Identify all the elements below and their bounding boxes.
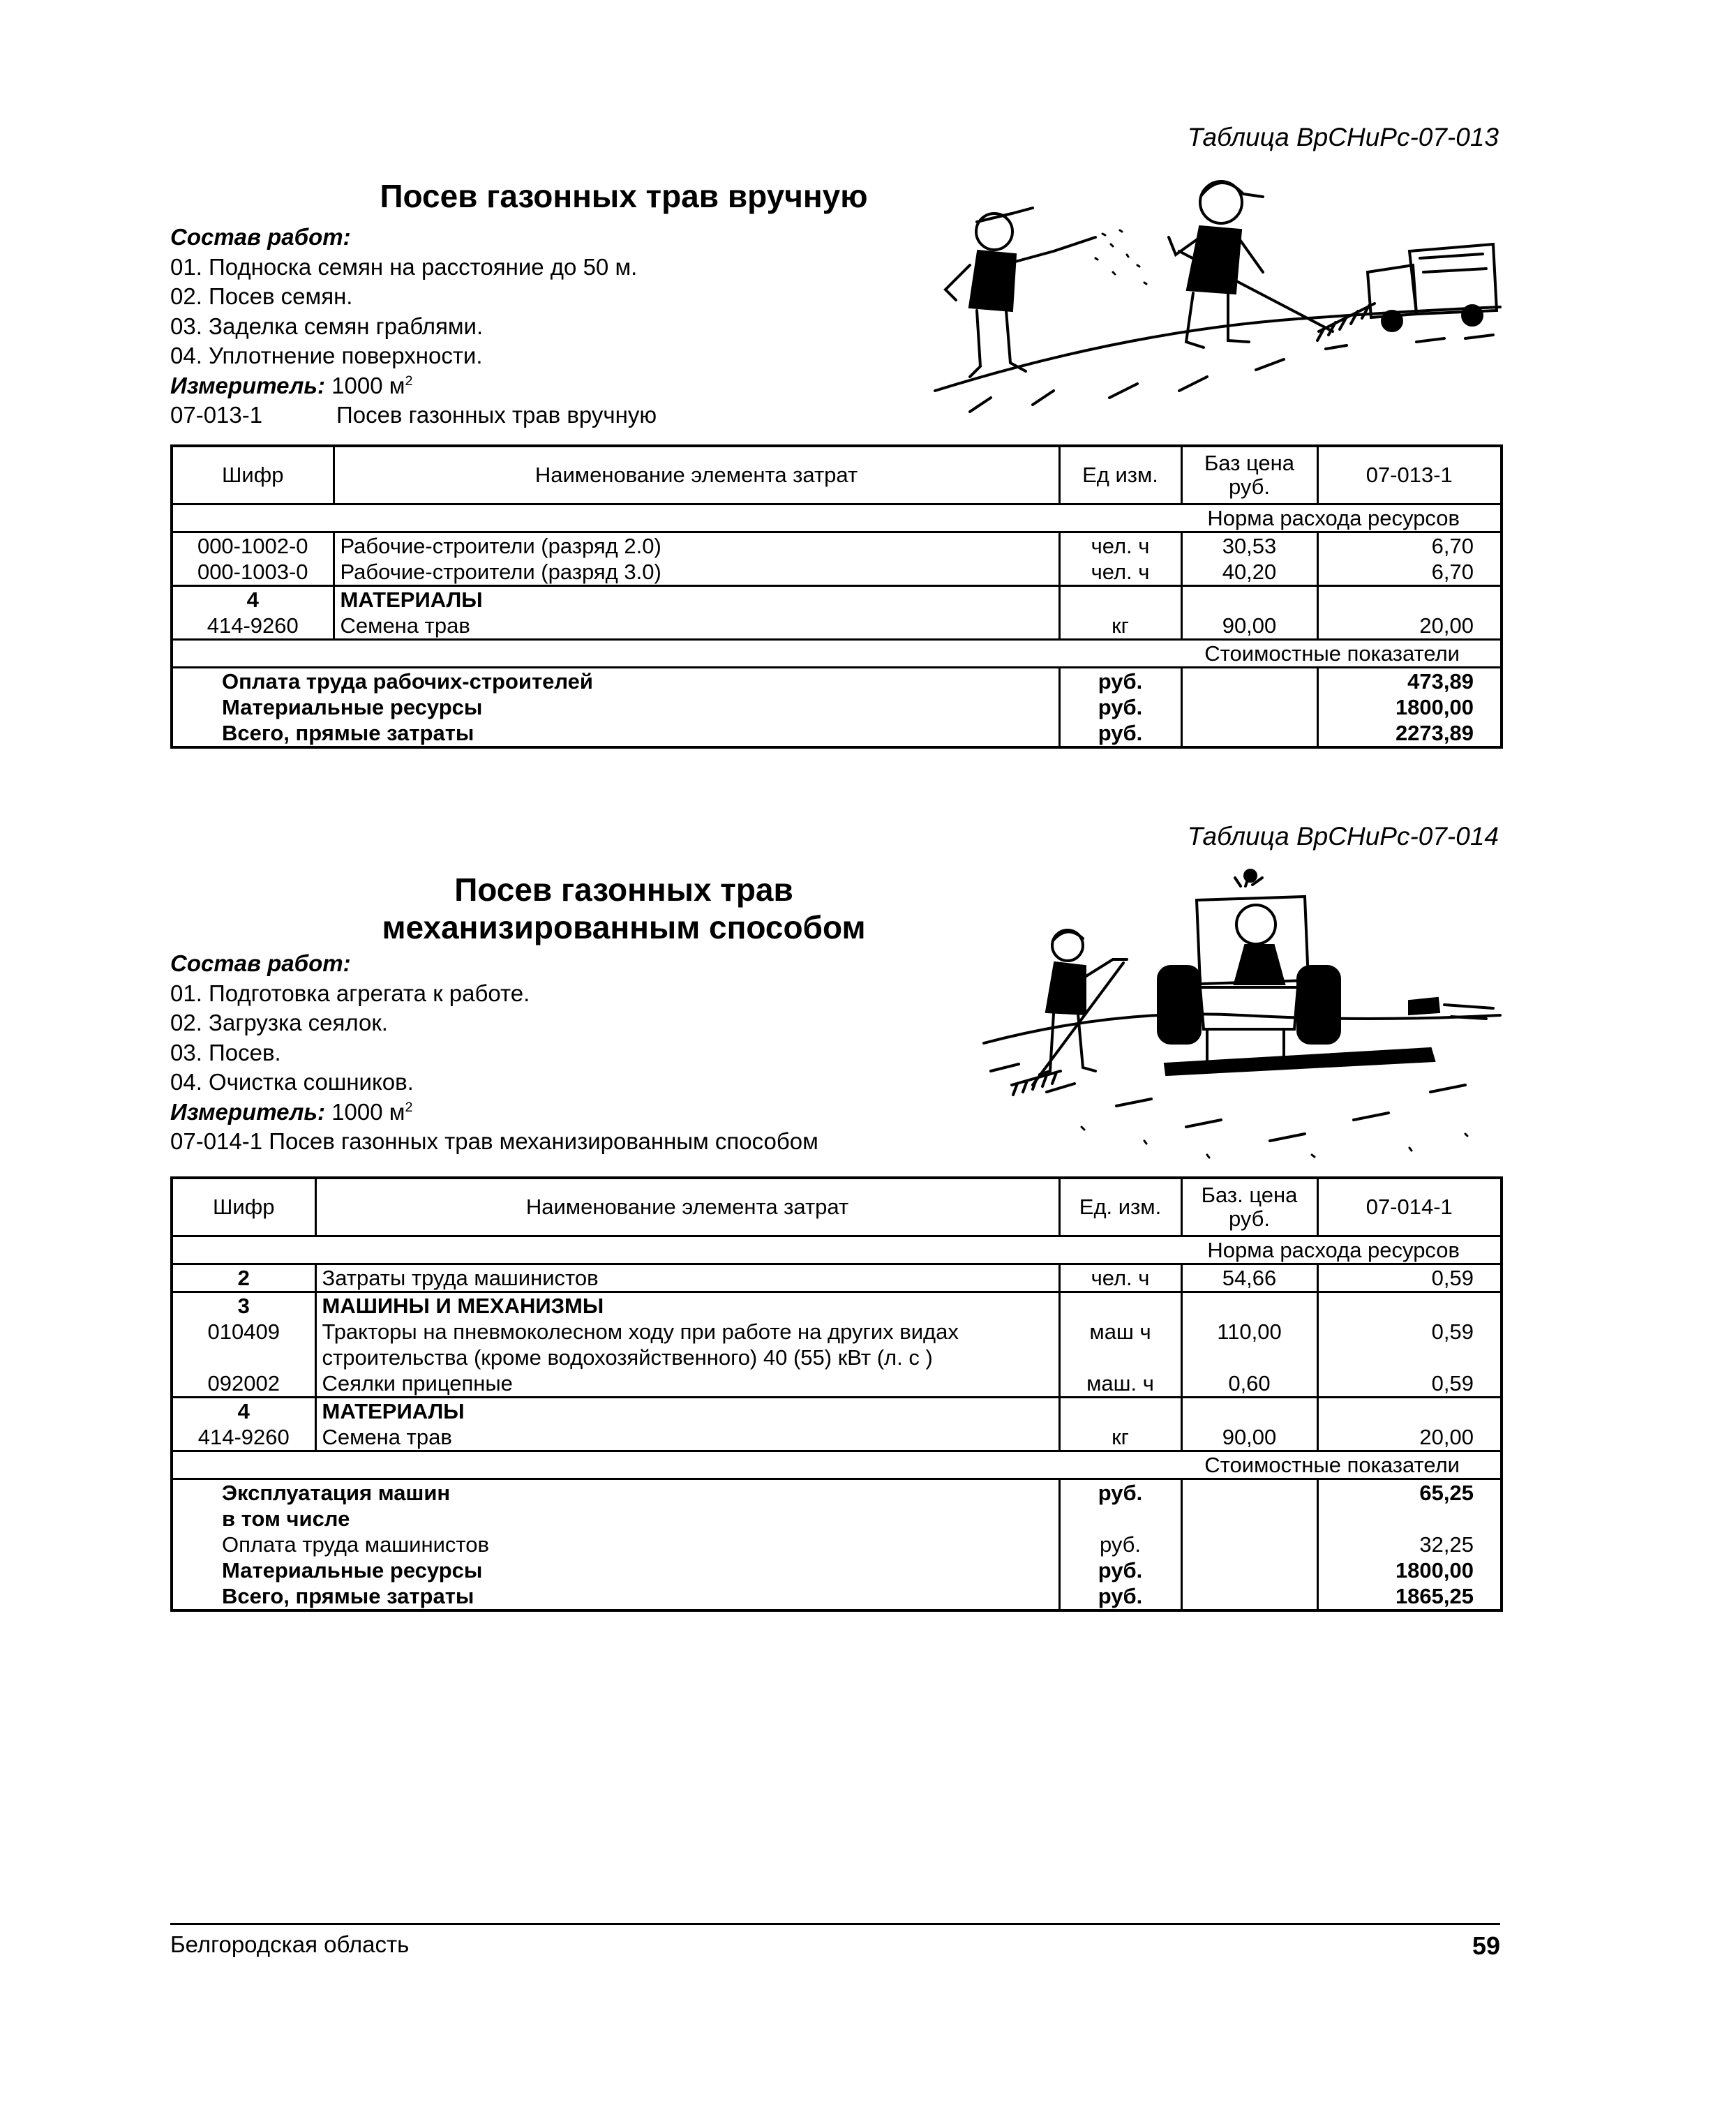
cell-ed: чел. ч xyxy=(1059,559,1181,586)
cost-empty xyxy=(1181,1479,1317,1506)
cost-row xyxy=(172,1557,1502,1583)
table-row xyxy=(172,559,1502,586)
izm-label: Измеритель: xyxy=(170,1098,325,1125)
cell-value: 0,59 xyxy=(1431,1319,1474,1344)
cell-value: 20,00 xyxy=(1419,613,1474,638)
cost-name: Эксплуатация машин xyxy=(172,1479,1059,1506)
izm-sup: 2 xyxy=(405,1099,413,1115)
cost-ed: руб. xyxy=(1059,720,1181,747)
cell-name: МАТЕРИАЛЫ xyxy=(315,1398,1059,1425)
step: 04. Уплотнение поверхности. xyxy=(170,343,483,368)
col-name: Наименование элемента затрат xyxy=(315,1178,1059,1236)
cell-name: Тракторы на пневмоколесном ходу при работе на других видах строительства (кроме водохозяйственного) 40 (55) кВт (л. с ) xyxy=(315,1319,1059,1370)
cell-ed xyxy=(1059,586,1181,613)
section-title-014 xyxy=(170,871,1077,946)
code-line xyxy=(170,401,657,431)
estimate-table-013 xyxy=(170,444,1503,749)
cell-value: 0,59 xyxy=(1431,1371,1474,1396)
cell-name: Рабочие-строители (разряд 3.0) xyxy=(334,559,1059,586)
cell-price: 54,66 xyxy=(1181,1264,1317,1292)
work-composition-014 xyxy=(170,949,818,1157)
cost-value: 65,25 xyxy=(1419,1481,1474,1505)
cell-ed: чел. ч xyxy=(1059,1264,1181,1292)
cost-value: 2273,89 xyxy=(1395,721,1474,745)
cost-value: 473,89 xyxy=(1407,669,1474,694)
work-composition-013 xyxy=(170,223,657,431)
cost-ed: руб. xyxy=(1059,668,1181,695)
cell-value: 6,70 xyxy=(1431,534,1474,558)
cost-ed xyxy=(1059,1506,1181,1532)
col-code: 07-014-1 xyxy=(1317,1178,1502,1236)
col-ed: Ед изм. xyxy=(1059,446,1181,504)
footer-divider xyxy=(170,1923,1500,1925)
cell-price xyxy=(1181,586,1317,613)
table-row xyxy=(172,1370,1502,1398)
cost-name: Всего, прямые затраты xyxy=(172,1583,1059,1610)
sostav-label: Состав работ: xyxy=(170,224,351,250)
cost-header-row xyxy=(172,640,1502,668)
cost-ed: руб. xyxy=(1059,1583,1181,1610)
table-row xyxy=(172,1292,1502,1319)
cost-row xyxy=(172,1479,1502,1506)
estimate-table-014 xyxy=(170,1176,1503,1612)
col-shifr: Шифр xyxy=(172,446,334,504)
izm-value: 1000 м xyxy=(331,1098,405,1125)
table-row xyxy=(172,532,1502,560)
izm-label: Измеритель: xyxy=(170,372,325,398)
norma-row xyxy=(172,1236,1502,1264)
cell-price: 0,60 xyxy=(1181,1370,1317,1398)
cell-value xyxy=(1317,1398,1502,1425)
code-line: 07-014-1 Посев газонных трав механизированным способом xyxy=(170,1128,818,1154)
header-row xyxy=(172,1178,1502,1236)
table-row xyxy=(172,1398,1502,1425)
cell-shifr: 000-1003-0 xyxy=(172,559,334,586)
cell-shifr: 092002 xyxy=(172,1370,315,1398)
cell-shifr: 010409 xyxy=(172,1319,315,1370)
cell-name: МАШИНЫ И МЕХАНИЗМЫ xyxy=(315,1292,1059,1319)
cell-price: 90,00 xyxy=(1181,613,1317,640)
cell-price: 40,20 xyxy=(1181,559,1317,586)
norma-row xyxy=(172,504,1502,532)
cell-name: МАТЕРИАЛЫ xyxy=(334,586,1059,613)
cost-value: 1800,00 xyxy=(1395,1558,1474,1582)
table-label-014: Таблица ВрСНиРс-07-014 xyxy=(1187,822,1499,851)
cell-name: Затраты труда машинистов xyxy=(315,1264,1059,1292)
cell-value: 0,59 xyxy=(1431,1266,1474,1290)
norma-label: Норма расхода ресурсов xyxy=(172,1236,1502,1264)
tractor-sowing-illustration xyxy=(977,862,1507,1162)
cost-name: Материальные ресурсы xyxy=(172,1557,1059,1583)
table-row xyxy=(172,1424,1502,1451)
cell-value xyxy=(1317,1292,1502,1319)
code: 07-013-1 xyxy=(170,402,263,428)
col-shifr: Шифр xyxy=(172,1178,315,1236)
code-name: Посев газонных трав вручную xyxy=(336,402,657,428)
table-row xyxy=(172,1319,1502,1370)
table-row xyxy=(172,613,1502,640)
cost-empty xyxy=(1181,720,1317,747)
step: 03. Посев. xyxy=(170,1039,281,1065)
cost-empty xyxy=(1181,1506,1317,1532)
section-title-013: Посев газонных трав вручную xyxy=(380,178,868,214)
cost-name: Оплата труда машинистов xyxy=(172,1532,1059,1557)
step: 01. Подготовка агрегата к работе. xyxy=(170,980,530,1006)
cell-shifr: 2 xyxy=(172,1264,315,1292)
cell-ed: кг xyxy=(1059,613,1181,640)
cell-name: Семена трав xyxy=(334,613,1059,640)
step: 01. Подноска семян на расстояние до 50 м. xyxy=(170,253,638,280)
cell-price: 30,53 xyxy=(1181,532,1317,560)
cell-name: Семена трав xyxy=(315,1424,1059,1451)
page-number: 59 xyxy=(1472,1931,1500,1960)
cost-ed: руб. xyxy=(1059,1532,1181,1557)
cost-ed: руб. xyxy=(1059,1479,1181,1506)
step: 02. Посев семян. xyxy=(170,283,353,309)
cost-row xyxy=(172,694,1502,720)
table-label-013: Таблица ВрСНиРс-07-013 xyxy=(1187,123,1499,151)
izm-value: 1000 м xyxy=(331,372,405,398)
cost-label: Стоимостные показатели xyxy=(172,1451,1502,1479)
cost-ed: руб. xyxy=(1059,1557,1181,1583)
cost-value: 1800,00 xyxy=(1395,695,1474,719)
cost-row xyxy=(172,1532,1502,1557)
cell-ed: маш ч xyxy=(1059,1319,1181,1370)
table-row xyxy=(172,586,1502,613)
cost-value xyxy=(1317,1506,1502,1532)
cell-ed: чел. ч xyxy=(1059,532,1181,560)
norma-label: Норма расхода ресурсов xyxy=(172,504,1502,532)
cost-row xyxy=(172,1506,1502,1532)
col-price: Баз. цена руб. xyxy=(1181,1178,1317,1236)
step: 03. Заделка семян граблями. xyxy=(170,313,484,339)
measure-line xyxy=(170,371,657,401)
col-name: Наименование элемента затрат xyxy=(334,446,1059,504)
cell-price xyxy=(1181,1292,1317,1319)
cell-ed: маш. ч xyxy=(1059,1370,1181,1398)
cell-price xyxy=(1181,1398,1317,1425)
cell-shifr: 4 xyxy=(172,1398,315,1425)
cost-ed: руб. xyxy=(1059,694,1181,720)
cost-row xyxy=(172,1583,1502,1610)
cost-row xyxy=(172,720,1502,747)
cell-shifr: 4 xyxy=(172,586,334,613)
table-row xyxy=(172,1264,1502,1292)
cell-name: Сеялки прицепные xyxy=(315,1370,1059,1398)
cell-price: 90,00 xyxy=(1181,1424,1317,1451)
sostav-label: Состав работ: xyxy=(170,950,351,976)
cell-shifr: 414-9260 xyxy=(172,613,334,640)
step: 02. Загрузка сеялок. xyxy=(170,1010,388,1035)
cell-ed: кг xyxy=(1059,1424,1181,1451)
cost-name: Материальные ресурсы xyxy=(172,694,1059,720)
cost-label: Стоимостные показатели xyxy=(172,640,1502,668)
cell-price: 110,00 xyxy=(1181,1319,1317,1370)
step: 04. Очистка сошников. xyxy=(170,1069,414,1095)
cell-shifr: 414-9260 xyxy=(172,1424,315,1451)
cell-value xyxy=(1317,586,1502,613)
cell-value: 6,70 xyxy=(1431,560,1474,584)
cell-ed xyxy=(1059,1292,1181,1319)
workers-sowing-illustration xyxy=(928,167,1507,433)
col-code: 07-013-1 xyxy=(1317,446,1502,504)
cost-row xyxy=(172,668,1502,695)
col-price: Баз цена руб. xyxy=(1181,446,1317,504)
cost-value: 32,25 xyxy=(1419,1532,1474,1557)
title-line: механизированным способом xyxy=(382,909,866,945)
cell-name: Рабочие-строители (разряд 2.0) xyxy=(334,532,1059,560)
cost-value: 1865,25 xyxy=(1395,1584,1474,1608)
cost-empty xyxy=(1181,1557,1317,1583)
footer-region: Белгородская область xyxy=(170,1931,410,1957)
cost-name: Всего, прямые затраты xyxy=(172,720,1059,747)
cost-empty xyxy=(1181,1583,1317,1610)
cost-name: Оплата труда рабочих-строителей xyxy=(172,668,1059,695)
col-ed: Ед. изм. xyxy=(1059,1178,1181,1236)
header-row xyxy=(172,446,1502,504)
measure-line xyxy=(170,1098,818,1128)
cost-header-row xyxy=(172,1451,1502,1479)
cost-name: в том числе xyxy=(172,1506,1059,1532)
izm-sup: 2 xyxy=(405,373,413,389)
cell-ed xyxy=(1059,1398,1181,1425)
cost-empty xyxy=(1181,1532,1317,1557)
cost-empty xyxy=(1181,694,1317,720)
cell-shifr: 3 xyxy=(172,1292,315,1319)
cell-shifr: 000-1002-0 xyxy=(172,532,334,560)
cost-empty xyxy=(1181,668,1317,695)
title-line: Посев газонных трав xyxy=(454,871,793,908)
cell-value: 20,00 xyxy=(1419,1425,1474,1449)
